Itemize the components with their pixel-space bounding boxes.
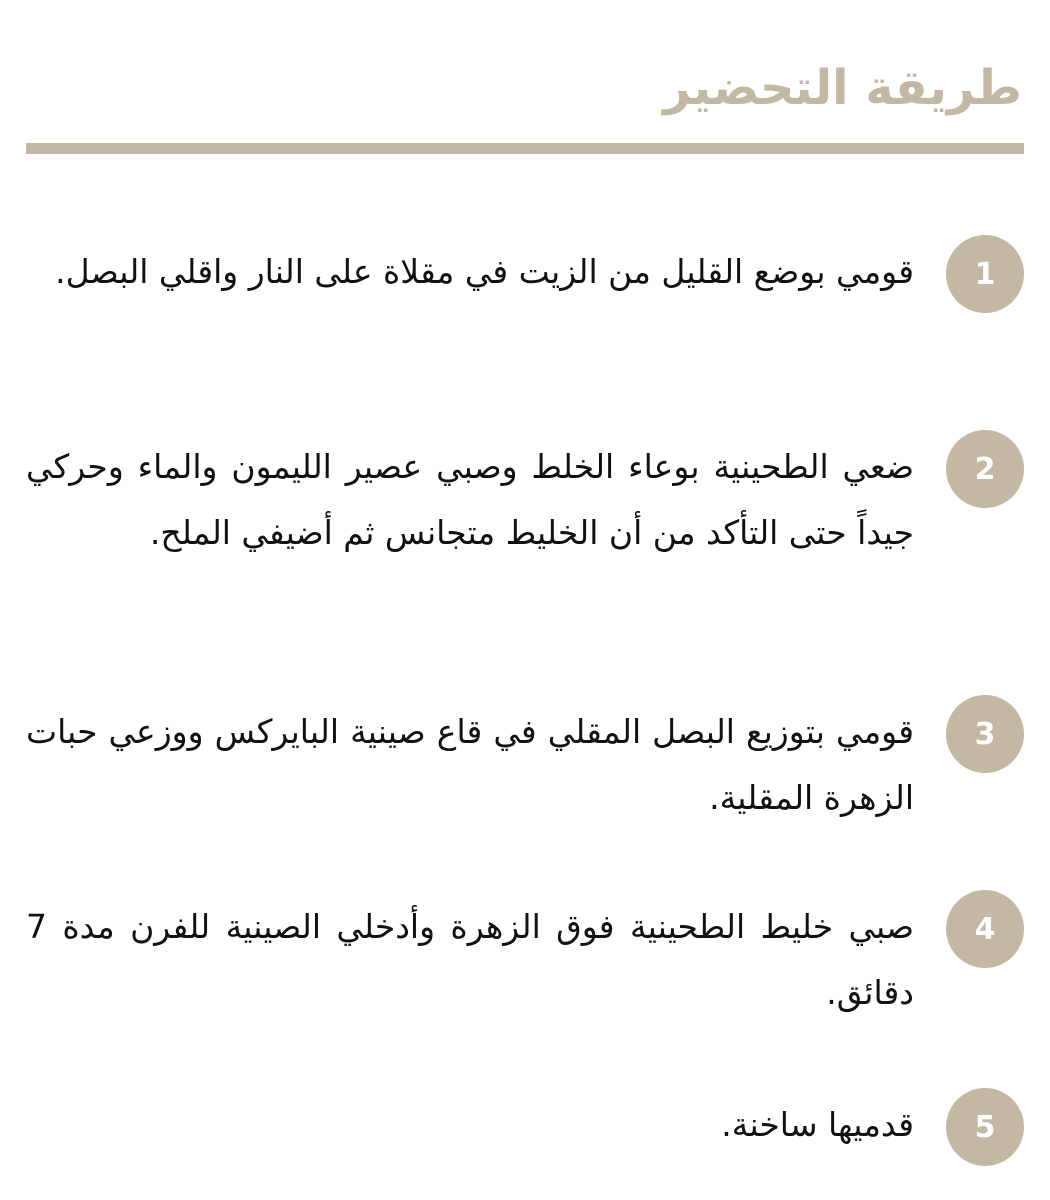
step-number-badge: 3 [946, 695, 1024, 773]
step-item [26, 235, 1024, 305]
step-item [26, 430, 1024, 566]
step-number-badge: 4 [946, 890, 1024, 968]
step-item [26, 695, 1024, 831]
step-item [26, 1088, 1024, 1158]
step-text: قومي بتوزيع البصل المقلي في قاع صينية البايركس ووزعي حبات الزهرة المقلية. [26, 712, 914, 817]
step-text: ضعي الطحينية بوعاء الخلط وصبي عصير الليمون والماء وحركي جيداً حتى التأكد من أن الخليط متجانس ثم أضيفي الملح. [26, 447, 914, 552]
step-text: قومي بوضع القليل من الزيت في مقلاة على النار واقلي البصل. [55, 252, 914, 291]
step-item [26, 890, 1024, 1026]
page-title: طريقة التحضير [663, 60, 1022, 116]
step-text: قدميها ساخنة. [721, 1105, 914, 1144]
title-divider [26, 143, 1024, 154]
step-text: صبي خليط الطحينية فوق الزهرة وأدخلي الصينية للفرن مدة 7 دقائق. [26, 907, 914, 1012]
step-number-badge: 2 [946, 430, 1024, 508]
step-number-badge: 5 [946, 1088, 1024, 1166]
step-number-badge: 1 [946, 235, 1024, 313]
